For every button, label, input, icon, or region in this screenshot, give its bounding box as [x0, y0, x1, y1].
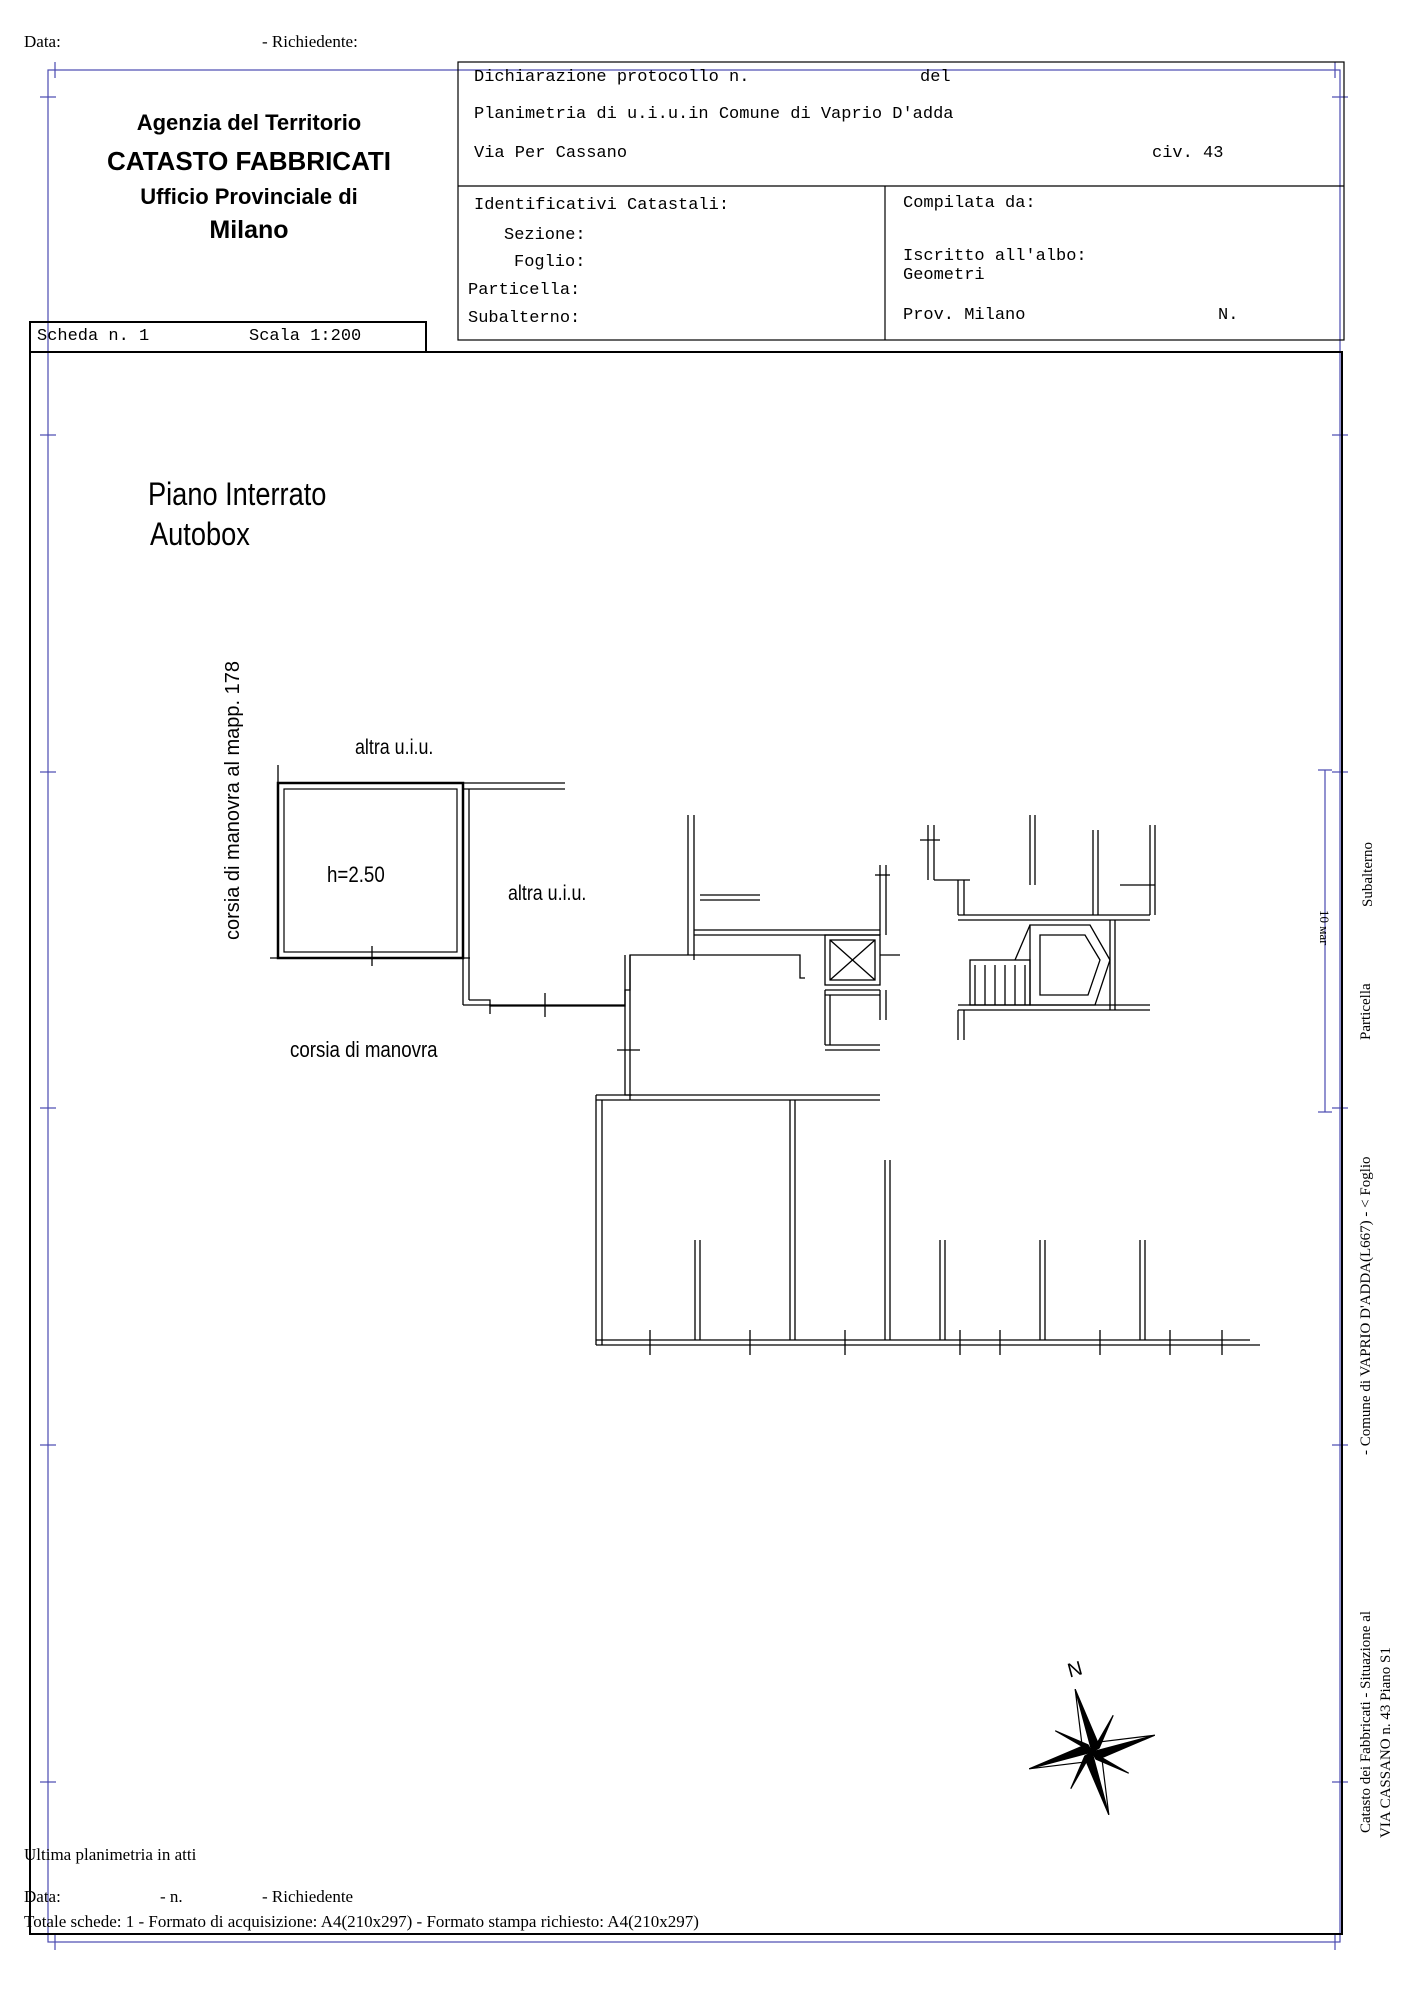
label-altra-uiu-right: altra u.i.u. — [508, 882, 587, 905]
header-identificativi: Identificativi Catastali: — [474, 196, 730, 215]
footer-n: - n. — [160, 1887, 183, 1906]
agency-line-1: Agenzia del Territorio — [136, 110, 362, 135]
header-particella: Particella: — [468, 281, 581, 300]
side-subalterno: Subalterno — [1360, 842, 1376, 907]
header-subalterno: Subalterno: — [468, 309, 581, 328]
scheda-number: Scheda n. 1 — [37, 327, 150, 346]
header-geometri: Geometri — [903, 266, 985, 285]
label-corsia-vertical: corsia di manovra al mapp. 178 — [222, 660, 244, 940]
footer-totale: Totale schede: 1 - Formato di acquisizione: A4(210x297) - Formato stampa richiesto: A4(210x297) — [24, 1912, 699, 1931]
top-data-label: Data: — [24, 32, 61, 51]
header-foglio: Foglio: — [514, 253, 586, 272]
compass-north-label: N — [1065, 1657, 1085, 1683]
agency-line-4: Milano — [209, 216, 289, 244]
header-sezione: Sezione: — [504, 226, 586, 245]
label-corsia-manovra: corsia di manovra — [290, 1037, 438, 1062]
side-stamp: 10 маг — [1317, 910, 1332, 946]
footer-ultima: Ultima planimetria in atti — [24, 1845, 197, 1864]
side-catasto-situazione: Catasto dei Fabbricati - Situazione al — [1358, 1610, 1374, 1833]
plan-title-floor: Piano Interrato — [148, 476, 327, 512]
label-altra-uiu-top: altra u.i.u. — [355, 736, 434, 759]
label-height: h=2.50 — [327, 862, 385, 887]
agency-line-2: CATASTO FABBRICATI — [106, 146, 392, 176]
header-n: N. — [1218, 306, 1239, 325]
top-richiedente-label: - Richiedente: — [262, 32, 358, 51]
header-via: Via Per Cassano — [474, 144, 628, 163]
agency-line-3: Ufficio Provinciale di — [140, 184, 358, 209]
header-iscritto: Iscritto all'albo: — [903, 247, 1087, 266]
footer-data: Data: — [24, 1887, 61, 1906]
scheda-scale: Scala 1:200 — [249, 327, 362, 346]
header-prov: Prov. Milano — [903, 306, 1026, 325]
header-del: del — [920, 68, 951, 87]
side-comune-foglio: - Comune di VAPRIO D'ADDA(L667) - < Foglio — [1358, 1156, 1374, 1455]
side-particella: Particella — [1358, 983, 1374, 1040]
header-compilata: Compilata da: — [903, 194, 1036, 213]
header-civ: civ. 43 — [1152, 144, 1224, 163]
plan-title-unit: Autobox — [150, 516, 250, 552]
header-dichiarazione: Dichiarazione protocollo n. — [474, 68, 750, 87]
footer-richiedente: - Richiedente — [262, 1887, 354, 1906]
side-via-piano: VIA CASSANO n. 43 Piano S1 — [1378, 1647, 1394, 1838]
header-planimetria: Planimetria di u.i.u.in Comune di Vaprio D'adda — [474, 105, 954, 124]
